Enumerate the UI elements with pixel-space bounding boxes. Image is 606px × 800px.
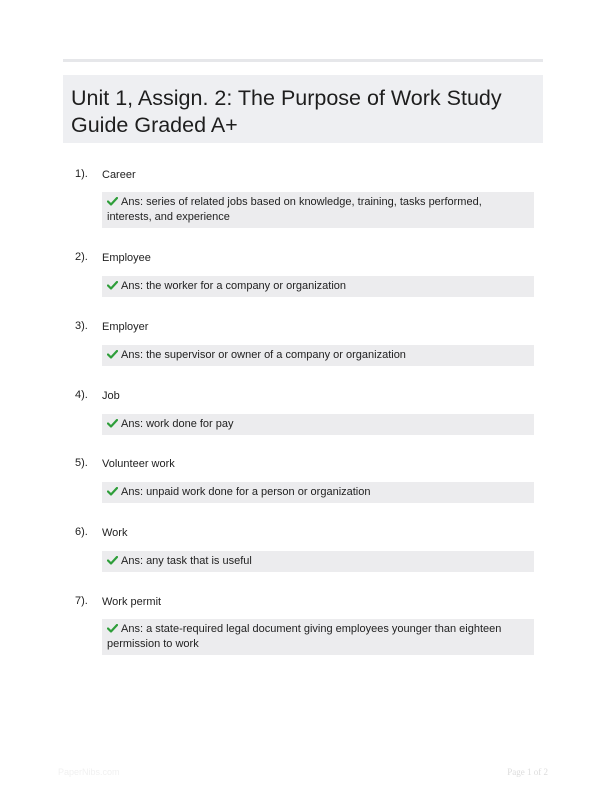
item-term: Work permit <box>102 596 162 608</box>
answer-text: Ans: work done for pay <box>121 418 234 430</box>
item-term: Employee <box>102 252 151 264</box>
answer-box <box>102 276 534 297</box>
check-icon <box>107 281 118 290</box>
item-number: 7). <box>75 595 88 607</box>
answer-box <box>102 551 534 572</box>
item-number: 1). <box>75 168 88 180</box>
answer-text: Ans: the supervisor or owner of a company or organization <box>121 349 406 361</box>
check-icon <box>107 556 118 565</box>
answer-box <box>102 345 534 366</box>
answer-box <box>102 619 534 655</box>
check-icon <box>107 487 118 496</box>
item-term: Work <box>102 527 128 539</box>
answer-text: Ans: unpaid work done for a person or organization <box>121 486 371 498</box>
page-number: Page 1 of 2 <box>507 767 548 777</box>
watermark-text: PaperNibs.com <box>58 767 120 777</box>
answer-text: Ans: any task that is useful <box>121 555 252 567</box>
answer-box <box>102 482 534 503</box>
page-title: Unit 1, Assign. 2: The Purpose of Work Study Guide Graded A+ <box>71 86 502 137</box>
answer-box <box>102 192 534 228</box>
item-number: 2). <box>75 251 88 263</box>
item-term: Employer <box>102 321 149 333</box>
title-banner <box>63 75 543 143</box>
item-number: 5). <box>75 457 88 469</box>
check-icon <box>107 197 118 206</box>
item-term: Job <box>102 390 120 402</box>
answer-box <box>102 414 534 435</box>
answer-text: Ans: a state-required legal document giving employees younger than eighteen permission to work <box>107 623 502 650</box>
item-term: Career <box>102 169 136 181</box>
check-icon <box>107 350 118 359</box>
item-number: 4). <box>75 389 88 401</box>
top-divider <box>63 59 543 62</box>
check-icon <box>107 419 118 428</box>
item-number: 6). <box>75 526 88 538</box>
item-number: 3). <box>75 320 88 332</box>
check-icon <box>107 624 118 633</box>
answer-text: Ans: series of related jobs based on knowledge, training, tasks performed, interests, and experience <box>107 196 482 223</box>
item-term: Volunteer work <box>102 458 175 470</box>
answer-text: Ans: the worker for a company or organization <box>121 280 347 292</box>
